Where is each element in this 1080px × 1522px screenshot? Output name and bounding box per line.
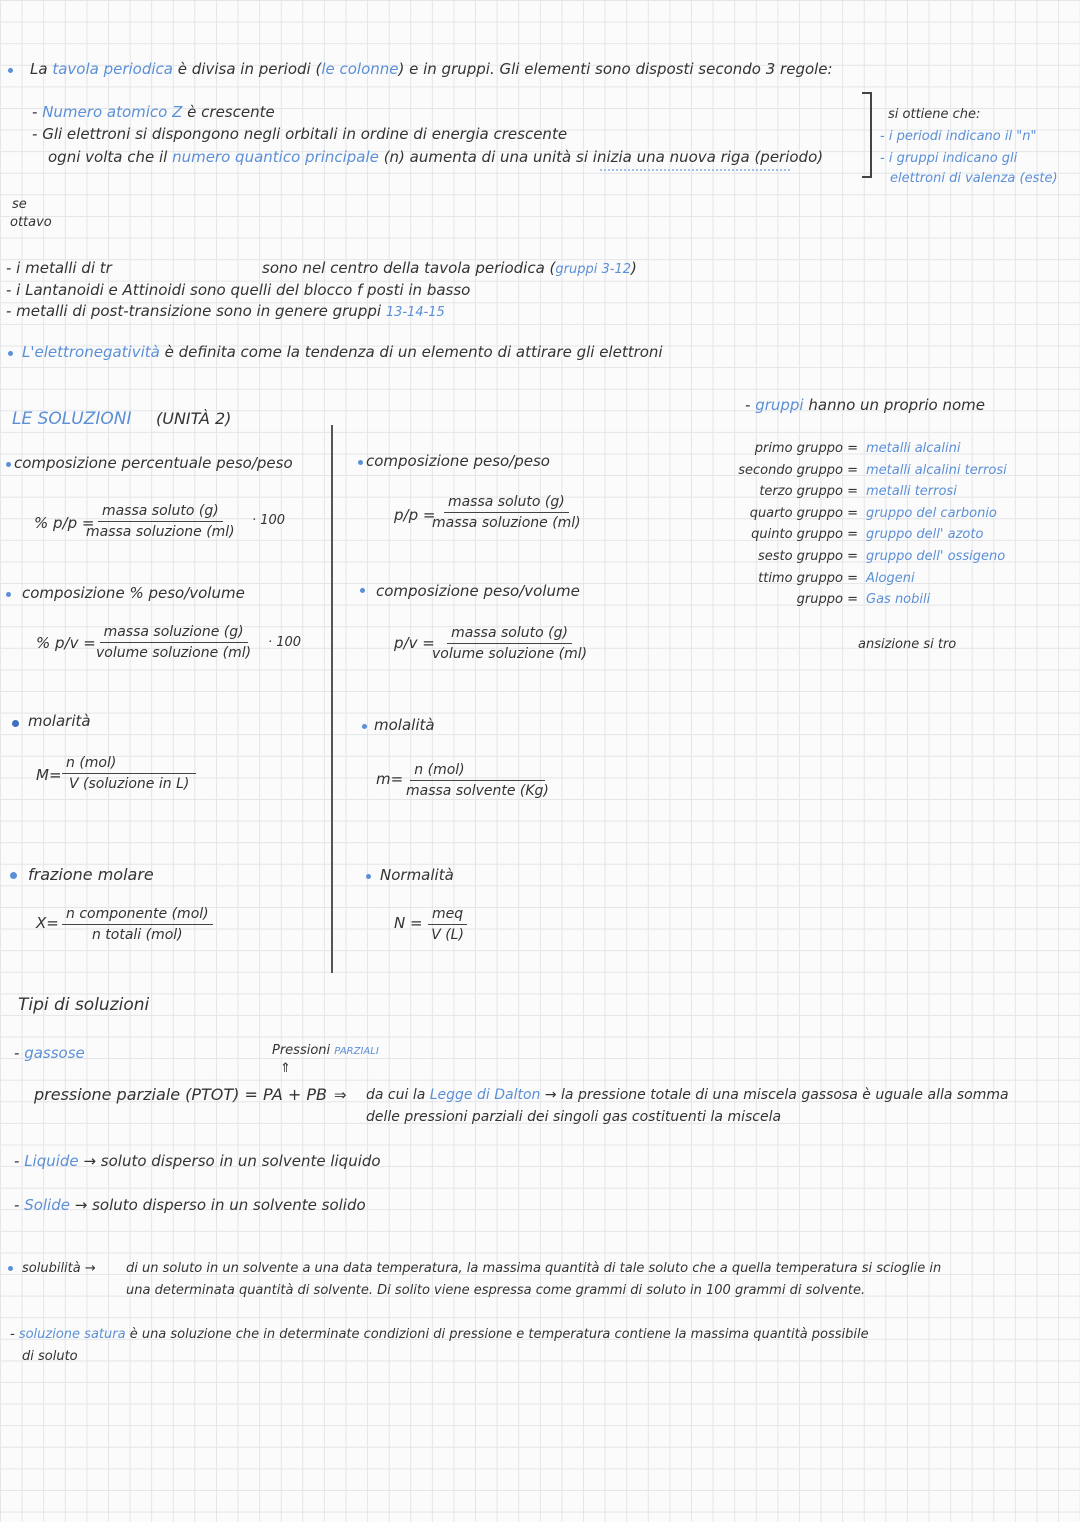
- wavy-underline: [600, 166, 790, 171]
- saturated-line-1: - soluzione satura è una soluzione che in determinate condizioni di pressione e temperatura contiene la massima quantità possibile: [10, 1327, 869, 1342]
- obtained-l1: - i periodi indicano il "n": [880, 129, 1037, 144]
- pressures-label-blue: PARZIALI: [334, 1046, 379, 1057]
- dalton-law-blue: Legge di Dalton: [429, 1087, 541, 1103]
- intro-pre: La: [30, 60, 48, 78]
- group-row-key: primo gruppo =: [754, 441, 858, 456]
- bullet-dot: [8, 351, 13, 356]
- fraction-denominator: massa solvente (Kg): [406, 783, 549, 799]
- solubility-line-1: di un soluto in un solvente a una data temperatura, la massima quantità di tale soluto che a quella temperatura si scioglie in: [126, 1261, 942, 1276]
- metals-line-2: - i Lantanoidi e Attinoidi sono quelli del blocco f posti in basso: [6, 281, 471, 299]
- rule-3: [48, 148, 823, 166]
- fraction-numerator: n (mol): [62, 755, 196, 774]
- pressures-label: [272, 1042, 379, 1061]
- group-row-value: Gas nobili: [866, 592, 931, 608]
- right-c3-fraction: [406, 762, 549, 799]
- electroneg-line: [22, 343, 663, 361]
- rule-1-blue: Numero atomico Z: [42, 103, 183, 121]
- rule-3-blue: numero quantico principale: [172, 148, 379, 166]
- saturated-text: è una soluzione che in determinate condizioni di pressione e temperatura contiene la massima quantità possibile: [129, 1327, 869, 1342]
- fraction-denominator: massa soluzione (ml): [86, 524, 235, 540]
- group-row-key: sesto gruppo =: [757, 549, 858, 564]
- group-row-value: metalli terrosi: [866, 484, 957, 500]
- fraction-numerator: meq: [428, 906, 467, 925]
- bullet-dot: [360, 588, 365, 593]
- right-c2-label: composizione peso/volume: [376, 582, 580, 600]
- metals-line-3: [6, 302, 445, 322]
- rule-1: [32, 103, 275, 121]
- intro-colonne: le colonne: [321, 60, 399, 78]
- dalton-a: da cui la: [366, 1087, 426, 1103]
- solid-blue: Solide: [24, 1196, 70, 1214]
- rule-2-text: Gli elettroni si dispongono negli orbitali in ordine di energia crescente: [42, 125, 568, 143]
- group-row-value: metalli alcalini: [866, 441, 961, 456]
- solubility-label: solubilità →: [22, 1261, 96, 1276]
- group-row-value: gruppo dell' azoto: [866, 527, 984, 543]
- implies-arrow-icon: ⇒: [334, 1086, 347, 1104]
- intro-post: ) e in gruppi. Gli elementi sono disposti secondo 3 regole:: [398, 60, 833, 78]
- dalton-line-1: [366, 1086, 1009, 1104]
- solutions-title-text: LE SOLUZIONI: [12, 409, 132, 429]
- fraction-numerator: n (mol): [410, 762, 544, 781]
- left-c2-label: composizione % peso/volume: [22, 584, 245, 602]
- rule-2: [32, 125, 567, 143]
- bullet-dot: [366, 874, 371, 879]
- fraction-numerator: massa soluto (g): [98, 503, 223, 522]
- right-c3-label: molalità: [374, 716, 435, 734]
- solid-line: - Solide → soluto disperso in un solvente solido: [14, 1196, 366, 1214]
- metals-l1c: gruppi 3-12: [555, 262, 631, 277]
- bullet-dot: [6, 462, 11, 467]
- solubility-line-2: una determinata quantità di solvente. Di solito viene espressa come grammi di soluto in 100 grammi di solvente.: [126, 1283, 866, 1298]
- left-c2-mul: · 100: [268, 635, 302, 650]
- metals-l1d: ): [631, 259, 637, 277]
- right-c2-lhs: p/v =: [394, 634, 435, 652]
- left-c1-mul: · 100: [252, 513, 286, 528]
- fraction-numerator: n componente (mol): [62, 906, 213, 925]
- margin-note-a: se: [12, 197, 27, 212]
- column-divider: [331, 425, 333, 973]
- left-c4-fraction: [62, 906, 213, 943]
- left-c1-lhs: % p/p =: [34, 514, 95, 532]
- liquid-text: → soluto disperso in un solvente liquido: [83, 1152, 381, 1170]
- rule-3-a: ogni volta che il: [48, 148, 168, 166]
- groups-note: ansizione si tro: [858, 637, 957, 652]
- bracket: [862, 92, 872, 178]
- left-c3-fraction: [62, 755, 196, 792]
- solutions-title: [12, 410, 131, 428]
- group-row-key: ttimo gruppo =: [758, 570, 858, 586]
- electroneg-blue: L'elettronegatività: [22, 343, 160, 361]
- margin-note-b: ottavo: [10, 215, 52, 230]
- fraction-numerator: massa soluto (g): [444, 494, 569, 513]
- fraction-denominator: n totali (mol): [91, 927, 183, 943]
- intro-tavola: tavola periodica: [52, 60, 173, 78]
- left-c3-lhs: M=: [36, 766, 62, 784]
- rule-3-c: si inizia una nuova riga (periodo): [576, 148, 824, 166]
- liquid-line: - Liquide → soluto disperso in un solvente liquido: [14, 1152, 381, 1170]
- types-title: Tipi di soluzioni: [18, 995, 150, 1015]
- fraction-denominator: V (L): [431, 927, 464, 943]
- rule-2-dash: -: [32, 125, 38, 143]
- group-row-value: gruppo del carbonio: [866, 505, 997, 521]
- bullet-dot: [362, 724, 367, 729]
- group-row-key: gruppo =: [796, 592, 858, 608]
- gas-line-label: - gassose: [14, 1044, 85, 1062]
- electroneg-text: è definita come la tendenza di un elemento di attirare gli elettroni: [164, 343, 663, 361]
- bullet-dot: [10, 872, 17, 879]
- metals-line-1: [6, 259, 112, 277]
- group-row-key: secondo gruppo =: [738, 462, 858, 478]
- right-c1-lhs: p/p =: [394, 506, 436, 524]
- right-c2-fraction: [432, 625, 587, 662]
- groups-head: - gruppi hanno un proprio nome: [745, 396, 986, 414]
- left-c2-fraction: [96, 624, 251, 661]
- bullet-dot: [12, 720, 19, 727]
- right-c3-lhs: m=: [376, 770, 404, 788]
- group-row-value: gruppo dell' ossigeno: [866, 549, 1006, 564]
- up-arrow-icon: ⇑: [280, 1061, 291, 1076]
- dalton-line-2: delle pressioni parziali dei singoli gas costituenti la miscela: [366, 1109, 782, 1125]
- bullet-dot: [358, 460, 363, 465]
- bullet-dot: [8, 1266, 13, 1271]
- obtained-l2: - i gruppi indicano gli: [880, 151, 1018, 166]
- solutions-unit: (UNITÀ 2): [156, 409, 232, 428]
- groups-head-blue: gruppi: [755, 396, 804, 414]
- right-c4-label: Normalità: [380, 866, 454, 884]
- liquid-blue: Liquide: [24, 1152, 79, 1170]
- saturated-blue: soluzione satura: [18, 1327, 126, 1342]
- fraction-numerator: massa soluzione (g): [100, 624, 248, 643]
- group-row-value: Alogeni: [866, 570, 915, 586]
- left-c4-lhs: X=: [36, 914, 59, 932]
- gas-label-blue: gassose: [24, 1044, 85, 1062]
- fraction-denominator: volume soluzione (ml): [432, 646, 588, 662]
- rule-1-dash: -: [32, 103, 38, 121]
- metals-l3b: 13-14-15: [385, 305, 445, 320]
- group-row-key: quarto gruppo =: [749, 505, 858, 521]
- saturated-line-2: di soluto: [22, 1349, 78, 1364]
- fraction-denominator: V (soluzione in L): [69, 776, 190, 792]
- rule-3-b: (n) aumenta di una unità: [383, 148, 572, 166]
- right-c4-lhs: N =: [394, 914, 423, 932]
- left-c3-label: molarità: [28, 712, 91, 730]
- right-c1-label: composizione peso/peso: [366, 452, 550, 470]
- left-c1-label: composizione percentuale peso/peso: [14, 454, 293, 472]
- obtained-l3: elettroni di valenza (este): [890, 171, 1058, 186]
- fraction-denominator: volume soluzione (ml): [96, 645, 252, 661]
- metals-l1b: sono nel centro della tavola periodica (: [262, 259, 556, 277]
- fraction-numerator: massa soluto (g): [447, 625, 572, 644]
- metals-l1a: - i metalli di tr: [6, 259, 112, 277]
- left-c1-fraction: [86, 503, 235, 540]
- left-c2-lhs: % p/v =: [36, 634, 96, 652]
- rule-1-text: è crescente: [187, 103, 275, 121]
- right-c1-fraction: [432, 494, 581, 531]
- bullet-dot: [6, 592, 11, 597]
- left-c4-label: frazione molare: [28, 865, 154, 884]
- intro-mid: è divisa in periodi (: [177, 60, 322, 78]
- pressures-label-text: Pressioni: [272, 1043, 331, 1058]
- metals-line-1b: [262, 259, 637, 279]
- dalton-b: → la pressione totale di una miscela gassosa è uguale alla somma: [544, 1087, 1009, 1103]
- group-row-key: quinto gruppo =: [751, 527, 858, 543]
- groups-head-text: hanno un proprio nome: [808, 396, 986, 414]
- fraction-denominator: massa soluzione (ml): [432, 515, 581, 531]
- metals-l3a: - metalli di post-transizione sono in genere gruppi: [6, 302, 382, 320]
- obtained-head: si ottiene che:: [888, 107, 981, 122]
- gas-formula: pressione parziale (PTOT) = PA + PB: [34, 1085, 327, 1104]
- group-row-key: terzo gruppo =: [759, 484, 858, 500]
- solid-text: → soluto disperso in un solvente solido: [74, 1196, 366, 1214]
- bullet-dot: [8, 68, 13, 73]
- right-c4-fraction: [428, 906, 467, 943]
- intro-line: [30, 60, 833, 78]
- group-row-value: metalli alcalini terrosi: [866, 462, 1007, 478]
